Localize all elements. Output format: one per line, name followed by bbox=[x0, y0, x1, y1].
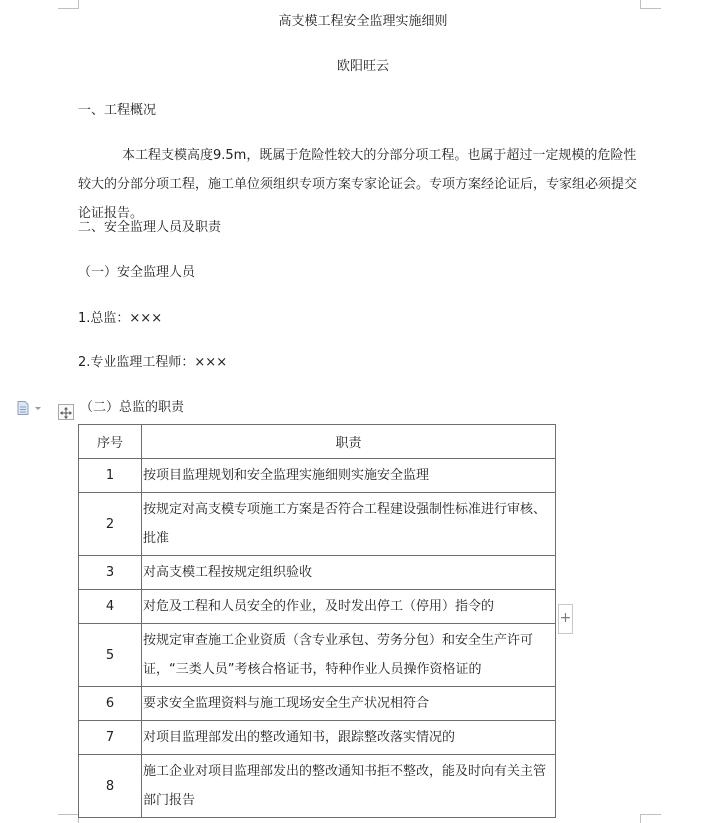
document-author: 欧阳旺云 bbox=[336, 59, 389, 74]
staff-engineer: 2.专业监理工程师：××× bbox=[78, 355, 228, 370]
row-duty: 按规定审查施工企业资质（含专业承包、劳务分包）和安全生产许可证，“三类人员”考核合格证书，特种作业人员操作资格证的 bbox=[142, 624, 556, 687]
row-number: 6 bbox=[79, 687, 142, 721]
row-number: 5 bbox=[79, 624, 142, 687]
row-number: 7 bbox=[79, 721, 142, 755]
header-number: 序号 bbox=[79, 425, 142, 459]
sub1-heading: （一）安全监理人员 bbox=[78, 265, 196, 280]
crop-mark-top-right bbox=[640, 0, 661, 9]
table-row bbox=[79, 721, 556, 755]
row-duty: 对项目监理部发出的整改通知书，跟踪整改落实情况的 bbox=[142, 721, 556, 755]
document-icon[interactable] bbox=[17, 400, 43, 414]
row-duty: 按项目监理规划和安全监理实施细则实施安全监理 bbox=[142, 459, 556, 493]
table-row bbox=[79, 687, 556, 721]
row-duty: 按规定对高支模专项施工方案是否符合工程建设强制性标准进行审核、批准 bbox=[142, 493, 556, 556]
table-row bbox=[79, 493, 556, 556]
sub2-heading: （二）总监的职责 bbox=[80, 400, 185, 415]
document-title: 高支模工程安全监理实施细则 bbox=[278, 14, 448, 29]
add-column-button[interactable]: + bbox=[558, 604, 573, 634]
row-duty: 对危及工程和人员安全的作业，及时发出停工（停用）指令的 bbox=[142, 590, 556, 624]
table-row bbox=[79, 459, 556, 493]
section2-heading: 二、安全监理人员及职责 bbox=[78, 220, 222, 235]
row-number: 8 bbox=[79, 755, 142, 818]
row-duty: 施工企业对项目监理部发出的整改通知书拒不整改，能及时向有关主管部门报告 bbox=[142, 755, 556, 818]
section1-body: 本工程支模高度9.5m，既属于危险性较大的分部分项工程。也属于超过一定规模的危险性较大的分部分项工程，施工单位须组织专项方案专家论证会。专项方案经论证后，专家组必须提交论证报告。 bbox=[78, 148, 638, 221]
row-number: 4 bbox=[79, 590, 142, 624]
staff-chief: 1.总监：××× bbox=[78, 311, 163, 326]
crop-mark-top-left bbox=[58, 0, 79, 9]
row-number: 1 bbox=[79, 459, 142, 493]
table-row bbox=[79, 755, 556, 818]
duties-table bbox=[78, 424, 556, 818]
row-duty: 对高支模工程按规定组织验收 bbox=[142, 556, 556, 590]
section1-heading: 一、工程概况 bbox=[78, 103, 157, 118]
table-move-handle-icon[interactable] bbox=[58, 404, 74, 420]
row-number: 2 bbox=[79, 493, 142, 556]
header-duty: 职责 bbox=[142, 425, 556, 459]
table-row bbox=[79, 624, 556, 687]
row-number: 3 bbox=[79, 556, 142, 590]
table-row bbox=[79, 590, 556, 624]
row-duty: 要求安全监理资料与施工现场安全生产状况相符合 bbox=[142, 687, 556, 721]
table-row bbox=[79, 556, 556, 590]
